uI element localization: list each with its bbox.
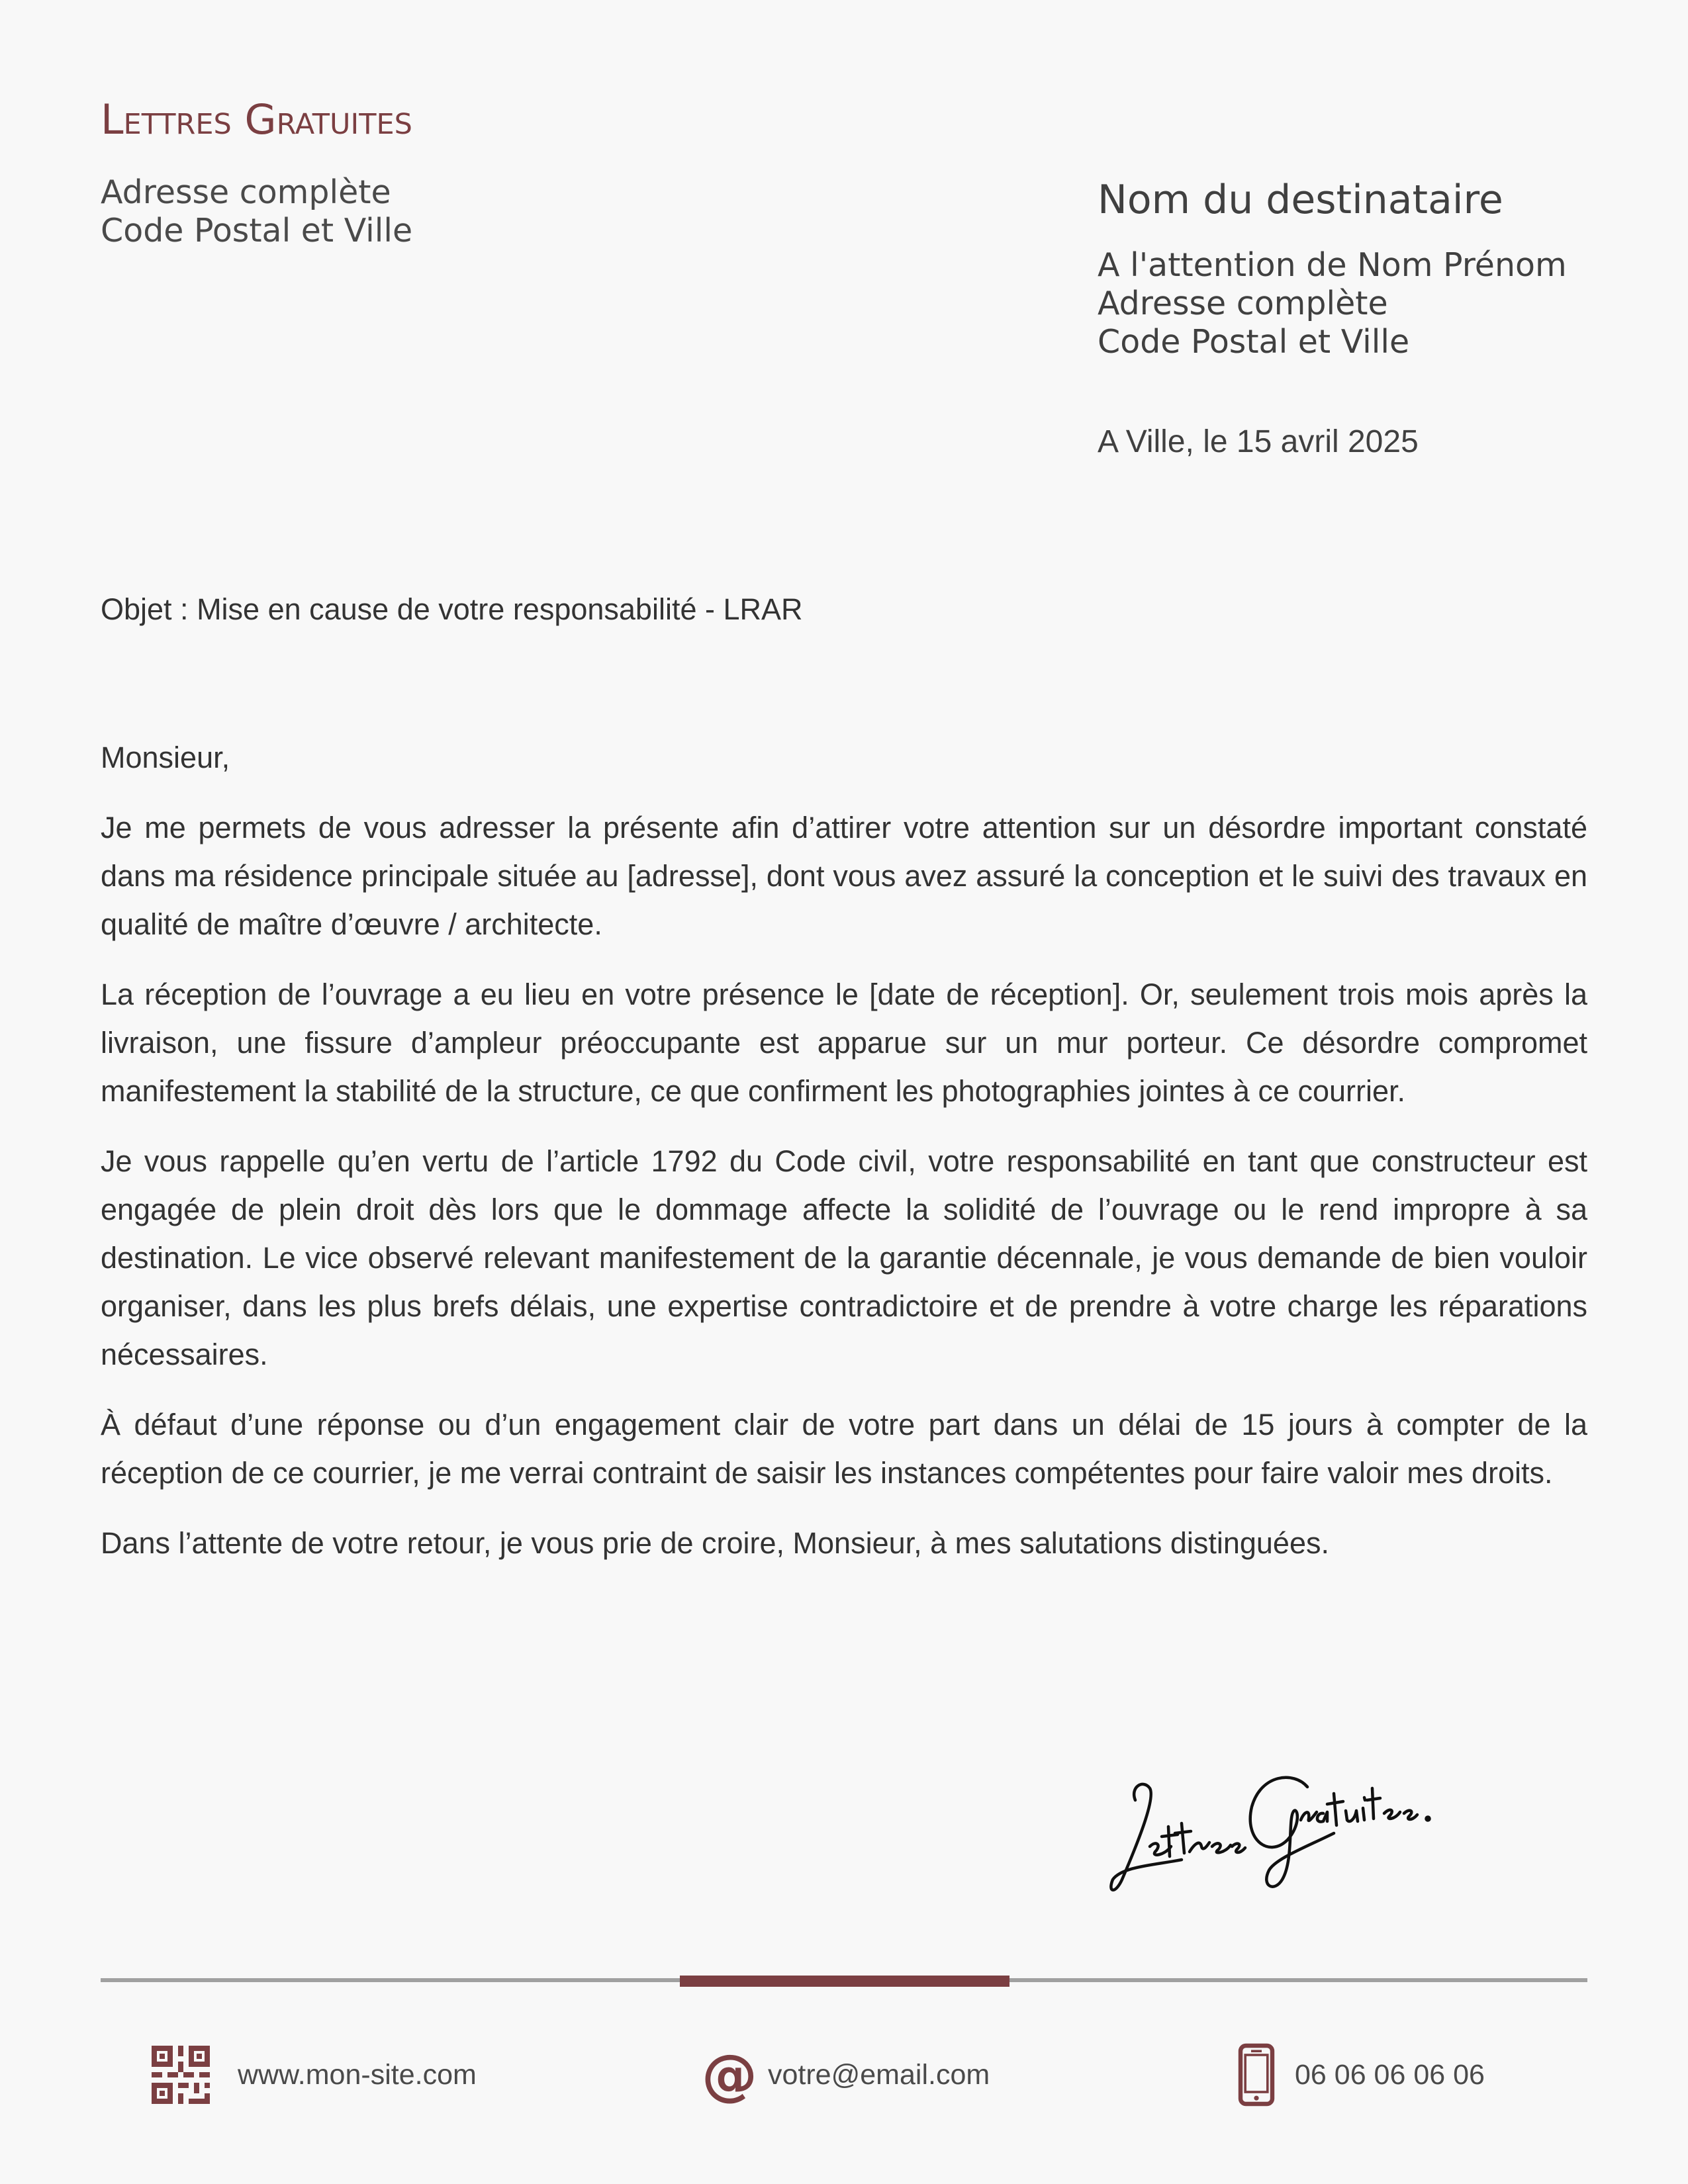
letter-salutation: Monsieur, <box>101 741 230 774</box>
recipient-attention: A l'attention de Nom Prénom <box>1098 246 1567 284</box>
footer-website-text: www.mon-site.com <box>238 2058 477 2091</box>
handwritten-signature <box>1096 1747 1440 1906</box>
recipient-address: Adresse complète <box>1098 285 1388 322</box>
recipient-block <box>1098 173 1567 361</box>
brand-name: Lettres Gratuites <box>101 95 412 144</box>
letter-paragraph-3: Je vous rappelle qu’en vertu de l’article 1792 du Code civil, votre responsabilité en tant que constructeur est engagée de plein droit dès lors que le dommage affecte la solidité de l’ouvrage ou le rend impropre à sa destination. Le vice observé relevant manifestement de la garantie décennale, je vous demande de bien vouloir organiser, dans les plus brefs délais, une expertise contradictoire et de prendre à votre charge les réparations nécessaires. <box>101 1144 1587 1371</box>
sender-city: Code Postal et Ville <box>101 212 413 250</box>
letter-closing: Dans l’attente de votre retour, je vous prie de croire, Monsieur, à mes salutations distinguées. <box>101 1526 1329 1560</box>
recipient-city: Code Postal et Ville <box>1098 323 1410 361</box>
letter-body <box>101 733 1587 1589</box>
footer-phone <box>1238 2042 1485 2108</box>
mobile-phone-icon <box>1238 2043 1275 2107</box>
place-date: A Ville, le 15 avril 2025 <box>1098 424 1419 459</box>
qr-code-icon <box>149 2043 212 2107</box>
sender-block <box>101 173 412 250</box>
footer-accent-bar <box>680 1976 1009 1987</box>
letter-subject: Objet : Mise en cause de votre responsabilité - LRAR <box>101 592 803 626</box>
footer-email <box>702 2042 990 2108</box>
recipient-name: Nom du destinataire <box>1098 177 1503 223</box>
at-sign-icon: @ <box>702 2042 757 2107</box>
sender-address: Adresse complète <box>101 173 391 211</box>
footer-phone-text: 06 06 06 06 06 <box>1295 2058 1485 2091</box>
letter-paragraph-1: Je me permets de vous adresser la présente afin d’attirer votre attention sur un désordre important constaté dans ma résidence principale située au [adresse], dont vous avez assuré la conception et le suivi des travaux en qualité de maître d’œuvre / architecte. <box>101 811 1587 941</box>
footer-email-text: votre@email.com <box>768 2058 990 2091</box>
footer-website <box>149 2042 477 2108</box>
letter-paragraph-4: À défaut d’une réponse ou d’un engagement clair de votre part dans un délai de 15 jours à compter de la réception de ce courrier, je me verrai contraint de saisir les instances compétentes pour faire valoir mes droits. <box>101 1408 1587 1490</box>
letter-paragraph-2: La réception de l’ouvrage a eu lieu en votre présence le [date de réception]. Or, seulement trois mois après la livraison, une fissure d’ampleur préoccupante est apparue sur un mur porteur. Ce désordre compromet manifestement la stabilité de la structure, ce que confirment les photographies jointes à ce courrier. <box>101 978 1587 1108</box>
